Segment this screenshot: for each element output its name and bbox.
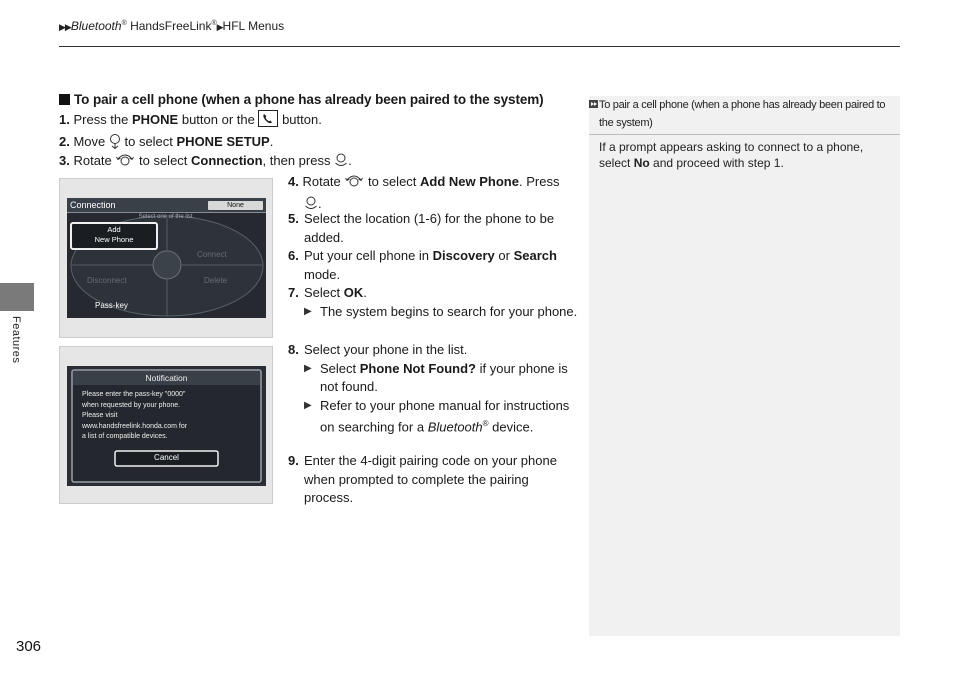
section-label: Features [10,316,22,364]
screen1-pass-key: Pass-key [95,301,128,310]
notification-screen-image [59,346,273,504]
screen2-cancel: Cancel [154,453,179,462]
screen1-badge: None [227,202,244,209]
connection-screen-image [59,178,273,338]
screen1-add-new-phone: Add New Phone [94,225,134,244]
breadcrumb-bluetooth: Bluetooth [70,19,122,33]
step-3: 3. Rotate to select Connection, then press . [59,152,579,174]
step-1: 1. Press the PHONE button or the button. [59,110,579,133]
press-knob-icon [334,152,348,174]
step-2: 2. Move to select PHONE SETUP. [59,133,579,155]
result-arrow-icon: ▶ [304,362,312,374]
rotate-knob-icon [344,173,364,195]
note-reference-icon [589,97,599,107]
screen1-title: Connection [70,200,116,210]
square-bullet-icon [59,94,70,105]
breadcrumb-arrow-icon: ▶▶ [59,22,71,32]
screen1-hint: Select one of the list. [138,214,195,220]
header-rule [59,46,900,47]
result-arrow-icon: ▶ [304,305,312,317]
phone-button-icon [258,110,278,133]
breadcrumb-handsfreelink: HandsFreeLink [130,19,212,33]
section-tab [0,283,34,311]
screen2-message: Please enter the pass-key "0000" when requested by your phone. Please visit www.handsfreelink.honda.com for a list of compatible devices. [82,391,188,440]
breadcrumb-arrow-icon: ▶ [216,22,223,32]
step-9: 9. Enter the 4-digit pairing code on your phone when prompted to complete the pairing process. [288,453,557,505]
breadcrumb: ▶▶Bluetooth® HandsFreeLink®▶HFL Menus [59,19,285,33]
step-5: 5. Select the location (1-6) for the phone to be added. [288,211,555,245]
side-note-heading: To pair a cell phone (when a phone has already been paired to the system) [589,96,900,135]
screen2-title: Notification [145,373,188,383]
screen1-delete: Delete [204,276,228,285]
rotate-knob-icon [115,152,135,174]
side-note-body: If a prompt appears asking to connect to a phone, select No and proceed with step 1. [599,140,864,170]
screen1-connect: Connect [197,250,227,259]
side-note [589,96,900,636]
section-heading-text: To pair a cell phone (when a phone has already been paired to the system) [74,92,544,107]
step-4: 4. Rotate to select Add New Phone. Press . [288,173,578,216]
step-8: 8. Select your phone in the list. ▶ Select Phone Not Found? if your phone is not found. ▶ Refer to your phone manual for instructions on searching for a Bluetooth® device. [288,342,570,435]
section-heading [59,92,544,107]
screen1-disconnect: Disconnect [87,276,127,285]
step-6: 6. Put your cell phone in Discovery or Search mode. [288,248,557,282]
page-number: 306 [16,638,42,655]
result-arrow-icon: ▶ [304,399,312,411]
breadcrumb-hfl-menus: HFL Menus [222,19,285,33]
step-7: 7. Select OK. ▶ The system begins to search for your phone. [288,284,578,321]
